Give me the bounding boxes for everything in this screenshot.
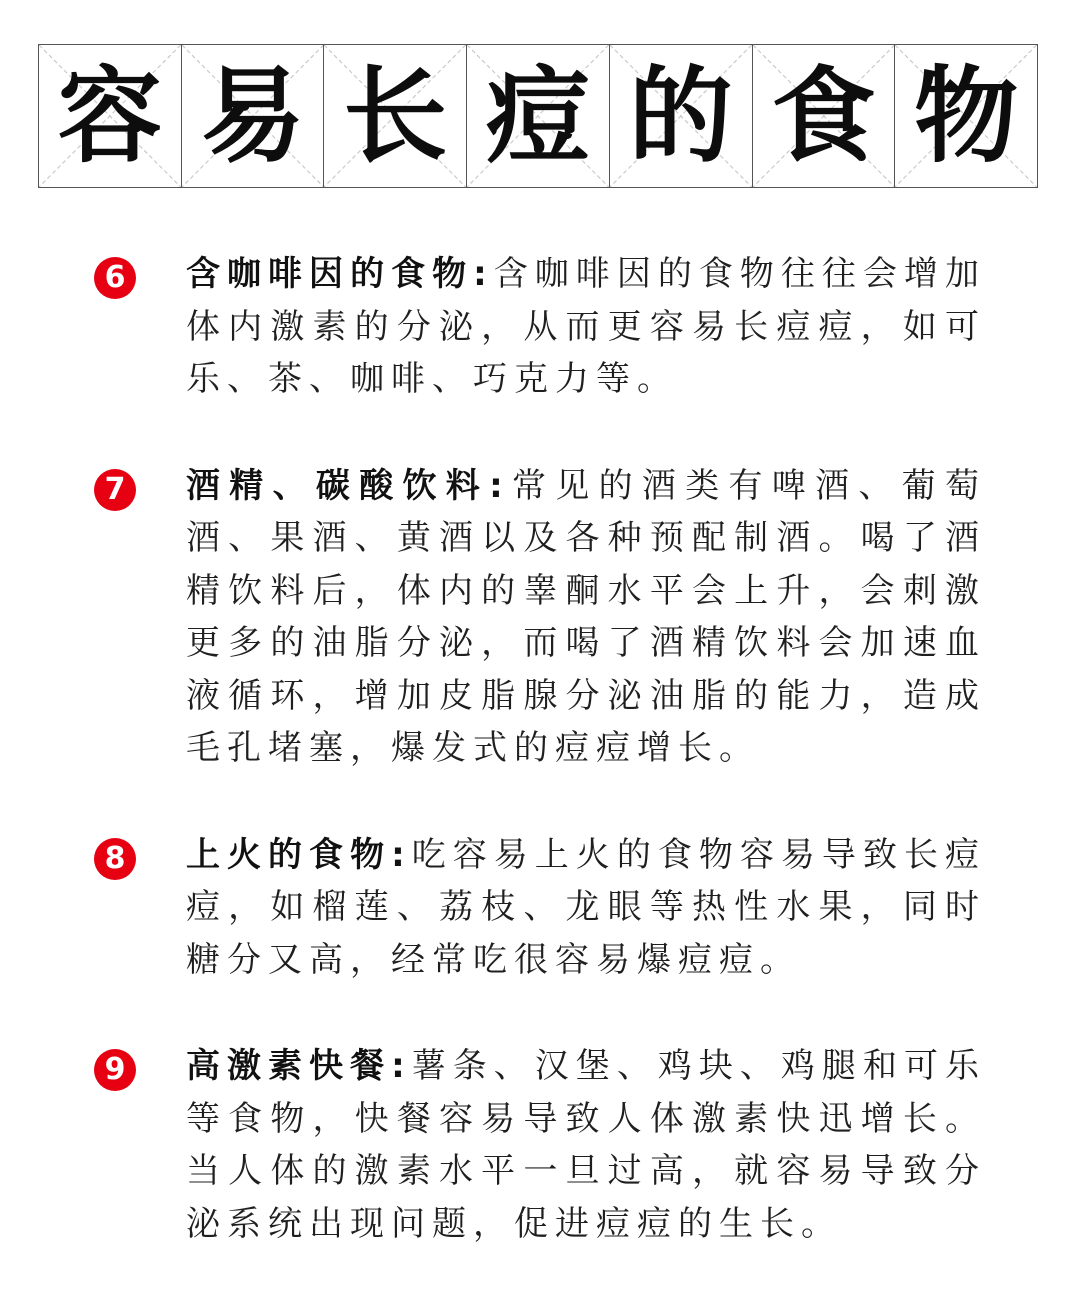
title-char: 容 (57, 55, 162, 177)
item-body: 吃容易上火的食物容易导致长痘痘，如榴莲、荔枝、龙眼等热性水果，同时糖分又高，经常吃很容易爆痘痘。 (186, 834, 986, 980)
title-grid (38, 44, 1038, 188)
food-list (0, 248, 1080, 1250)
item-heading: 上火的食物: (186, 834, 412, 875)
title-char: 长 (343, 55, 448, 177)
title-cell (610, 45, 753, 187)
item-text (186, 829, 986, 987)
title-cell (39, 45, 182, 187)
number-badge: 9 (94, 1049, 136, 1091)
title-cell (895, 45, 1037, 187)
item-heading: 高激素快餐: (186, 1046, 412, 1086)
title-char: 痘 (486, 55, 591, 177)
title-char: 的 (628, 55, 733, 177)
item-body: 常见的酒类有啤酒、葡萄酒、果酒、黄酒以及各种预配制酒。喝了酒精饮料后，体内的睾酮水平会上升，会刺激更多的油脂分泌，而喝了酒精饮料会加速血液循环，增加皮脂腺分泌油脂的能力，造成毛孔堵塞，爆发式的痘痘增长。 (186, 465, 986, 768)
number-badge: 7 (94, 469, 136, 511)
item-heading: 酒精、碳酸饮料: (186, 465, 510, 506)
title-cell (182, 45, 325, 187)
item-body: 含咖啡因的食物往往会增加体内激素的分泌，从而更容易长痘痘，如可乐、茶、咖啡、巧克力等。 (186, 254, 986, 399)
item-body: 薯条、汉堡、鸡块、鸡腿和可乐等食物，快餐容易导致人体激素快迅增长。当人体的激素水平一旦过高，就容易导致分泌系统出现问题，促进痘痘的生长。 (186, 1046, 986, 1244)
number-badge: 8 (94, 838, 136, 880)
title-cell (753, 45, 896, 187)
list-item (0, 248, 1080, 406)
list-item (0, 1040, 1080, 1250)
title-cell (324, 45, 467, 187)
item-text (186, 460, 986, 775)
item-text (186, 1040, 986, 1250)
list-item (0, 829, 1080, 987)
item-text (186, 248, 986, 406)
item-heading: 含咖啡因的食物: (186, 254, 494, 294)
list-item (0, 460, 1080, 775)
title-cell (467, 45, 610, 187)
title-char: 食 (771, 55, 876, 177)
title-char: 易 (200, 55, 305, 177)
number-badge: 6 (94, 257, 136, 299)
title-char: 物 (914, 55, 1019, 177)
